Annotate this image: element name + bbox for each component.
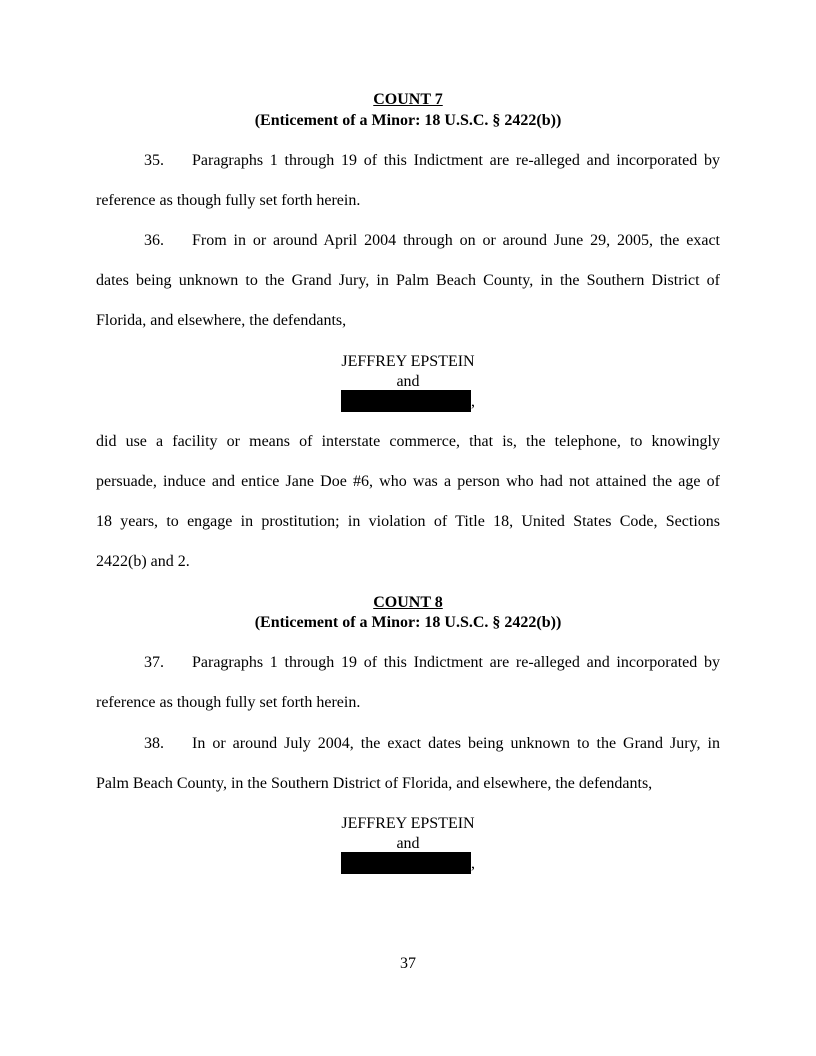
- page-number: 37: [400, 955, 416, 972]
- count-7-body-line-2: persuade, induce and entice Jane Doe #6, who was a person who had not attained the age of: [96, 473, 720, 490]
- paragraph-35-line-1: Paragraphs 1 through 19 of this Indictment are re-alleged and incorporated by: [192, 152, 720, 169]
- paragraph-35-line-2: reference as though fully set forth herein.: [96, 192, 361, 209]
- paragraph-38-line-2: Palm Beach County, in the Southern District of Florida, and elsewhere, the defendants,: [96, 775, 653, 792]
- paragraph-38-line-1: In or around July 2004, the exact dates being unknown to the Grand Jury, in: [192, 735, 720, 752]
- paragraph-36-line-3: Florida, and elsewhere, the defendants,: [96, 312, 347, 329]
- defendant-comma: ,: [471, 393, 475, 410]
- count-7-body-line-4: 2422(b) and 2.: [96, 553, 190, 570]
- count-7-subtitle: (Enticement of a Minor: 18 U.S.C. § 2422(b)): [254, 112, 562, 129]
- defendant-conjunction: and: [396, 835, 420, 852]
- defendant-name: JEFFREY EPSTEIN: [341, 815, 475, 832]
- count-8-title: COUNT 8: [373, 594, 443, 611]
- count-7-body-line-3: 18 years, to engage in prostitution; in violation of Title 18, United States Code, Sections: [96, 513, 720, 530]
- paragraph-36-line-2: dates being unknown to the Grand Jury, in Palm Beach County, in the Southern District of: [96, 272, 720, 289]
- count-7-body-line-1: did use a facility or means of interstate commerce, that is, the telephone, to knowingly: [96, 433, 720, 450]
- defendant-name: JEFFREY EPSTEIN: [341, 353, 475, 370]
- paragraph-37-line-2: reference as though fully set forth herein.: [96, 694, 361, 711]
- paragraph-37-number: 37.: [144, 654, 164, 671]
- paragraph-36-number: 36.: [144, 232, 164, 249]
- defendant-comma: ,: [471, 855, 475, 872]
- paragraph-36-line-1: From in or around April 2004 through on or around June 29, 2005, the exact: [192, 232, 720, 249]
- defendant-conjunction: and: [396, 373, 420, 390]
- redaction-block: [341, 390, 471, 412]
- count-8-subtitle: (Enticement of a Minor: 18 U.S.C. § 2422(b)): [254, 614, 562, 631]
- paragraph-38-number: 38.: [144, 735, 164, 752]
- paragraph-35-number: 35.: [144, 152, 164, 169]
- redaction-block: [341, 852, 471, 874]
- count-7-title: COUNT 7: [373, 91, 443, 108]
- paragraph-37-line-1: Paragraphs 1 through 19 of this Indictment are re-alleged and incorporated by: [192, 654, 720, 671]
